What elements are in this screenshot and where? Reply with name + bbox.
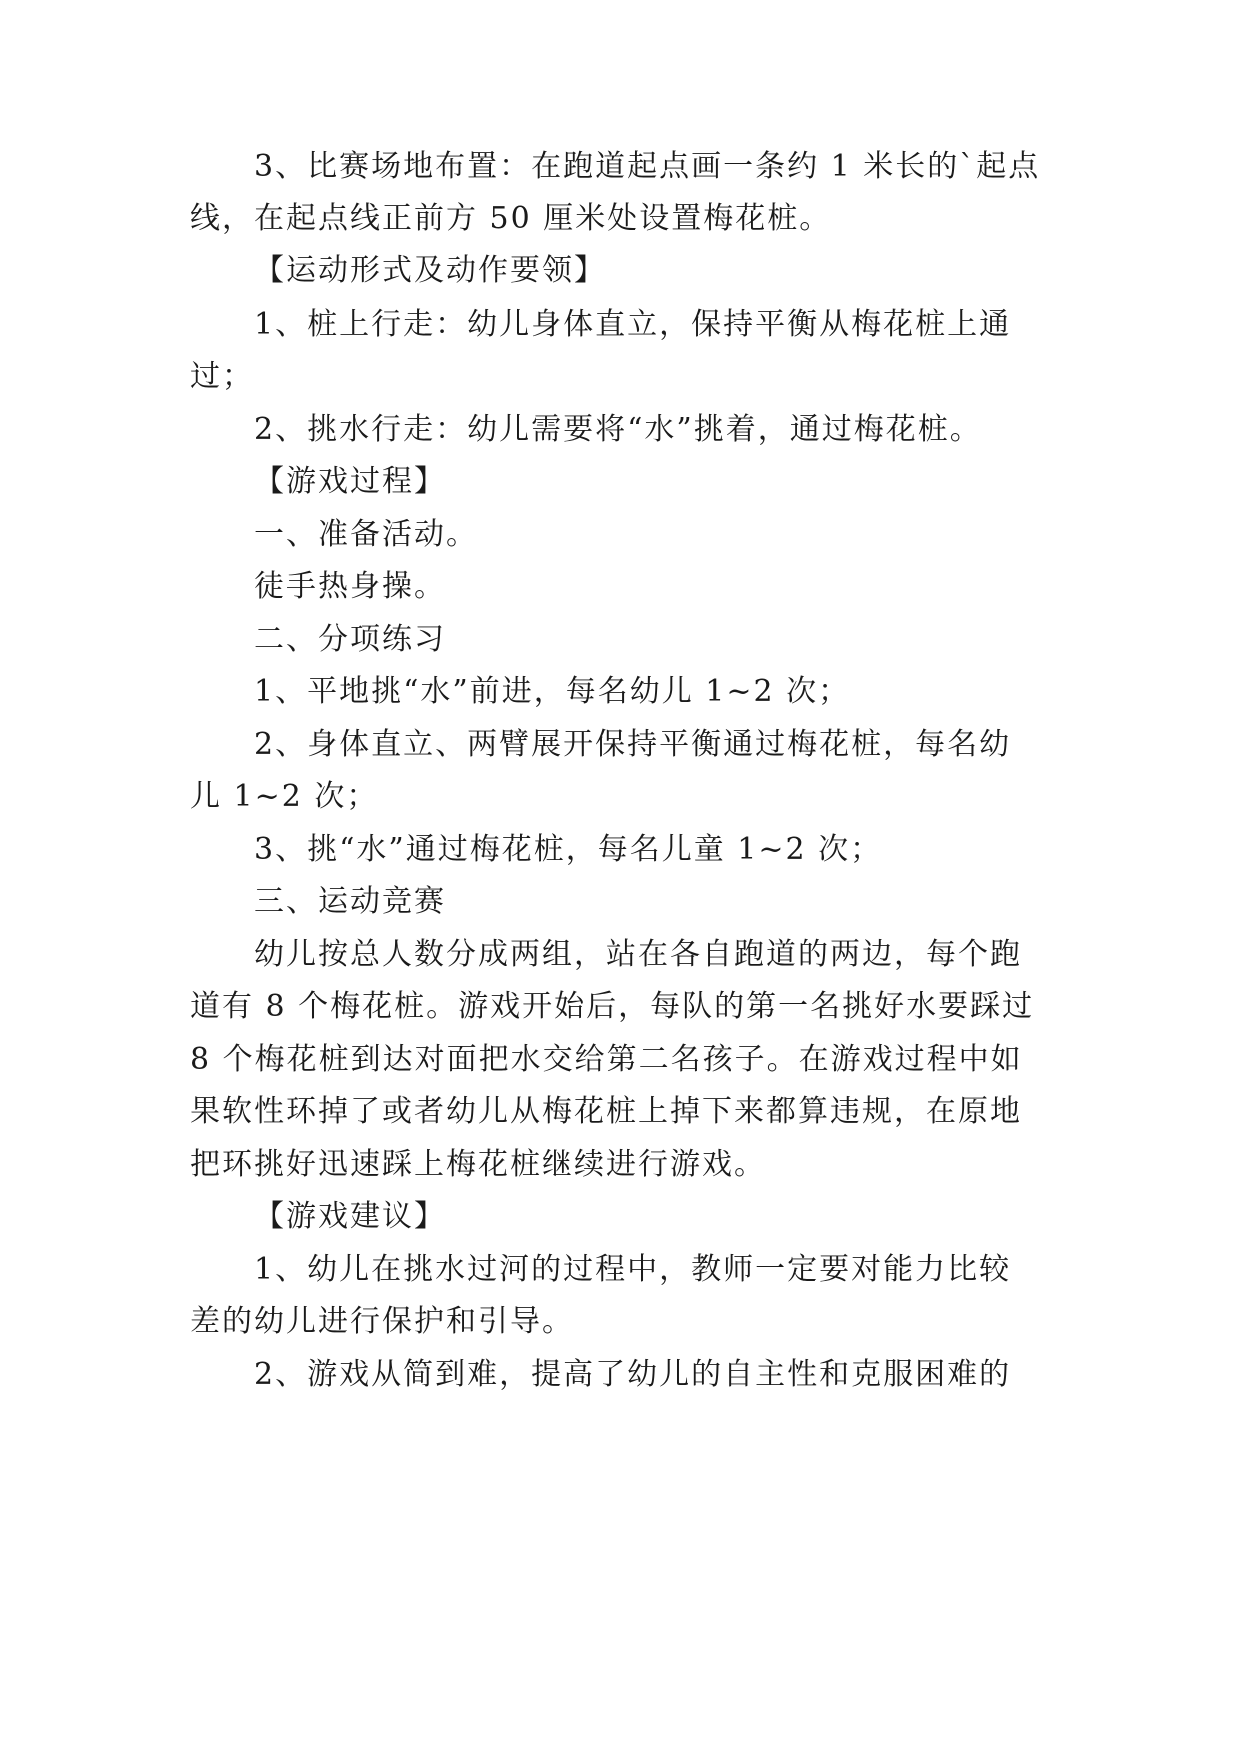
paragraph-line: 果软性环掉了或者幼儿从梅花桩上掉下来都算违规，在原地 [190, 1094, 1022, 1129]
paragraph-line: 2、挑水行走：幼儿需要将“水”挑着，通过梅花桩。 [254, 412, 982, 447]
paragraph-line: 儿 1~2 次； [190, 779, 379, 814]
paragraph-line: 把环挑好迅速踩上梅花桩继续进行游戏。 [190, 1147, 766, 1182]
paragraph-line: 1、平地挑“水”前进，每名幼儿 1~2 次； [254, 674, 851, 709]
paragraph-line: 徒手热身操。 [254, 569, 446, 604]
paragraph-line: 过； [190, 359, 254, 394]
paragraph-line: 1、桩上行走：幼儿身体直立，保持平衡从梅花桩上通 [254, 307, 1012, 342]
paragraph-line: 二、分项练习 [254, 622, 446, 657]
paragraph-line: 2、身体直立、两臂展开保持平衡通过梅花桩，每名幼 [254, 727, 1012, 762]
paragraph-line: 三、运动竞赛 [254, 884, 446, 919]
section-heading: 【游戏过程】 [254, 464, 446, 499]
paragraph-line: 1、幼儿在挑水过河的过程中，教师一定要对能力比较 [254, 1252, 1012, 1287]
paragraph-line: 一、准备活动。 [254, 517, 478, 552]
paragraph-line: 8 个梅花桩到达对面把水交给第二名孩子。在游戏过程中如 [190, 1042, 1023, 1077]
paragraph-line: 3、比赛场地布置：在跑道起点画一条约 1 米长的`起点 [254, 149, 1041, 184]
paragraph-line: 线，在起点线正前方 50 厘米处设置梅花桩。 [190, 201, 832, 236]
section-heading: 【运动形式及动作要领】 [254, 253, 606, 288]
paragraph-line: 2、游戏从简到难，提高了幼儿的自主性和克服困难的 [254, 1357, 1012, 1392]
paragraph-line: 3、挑“水”通过梅花桩，每名儿童 1~2 次； [254, 832, 883, 867]
section-heading: 【游戏建议】 [254, 1199, 446, 1234]
paragraph-line: 差的幼儿进行保护和引导。 [190, 1304, 574, 1339]
paragraph-line: 道有 8 个梅花桩。游戏开始后，每队的第一名挑好水要踩过 [190, 989, 1035, 1024]
paragraph-line: 幼儿按总人数分成两组，站在各自跑道的两边，每个跑 [254, 937, 1022, 972]
